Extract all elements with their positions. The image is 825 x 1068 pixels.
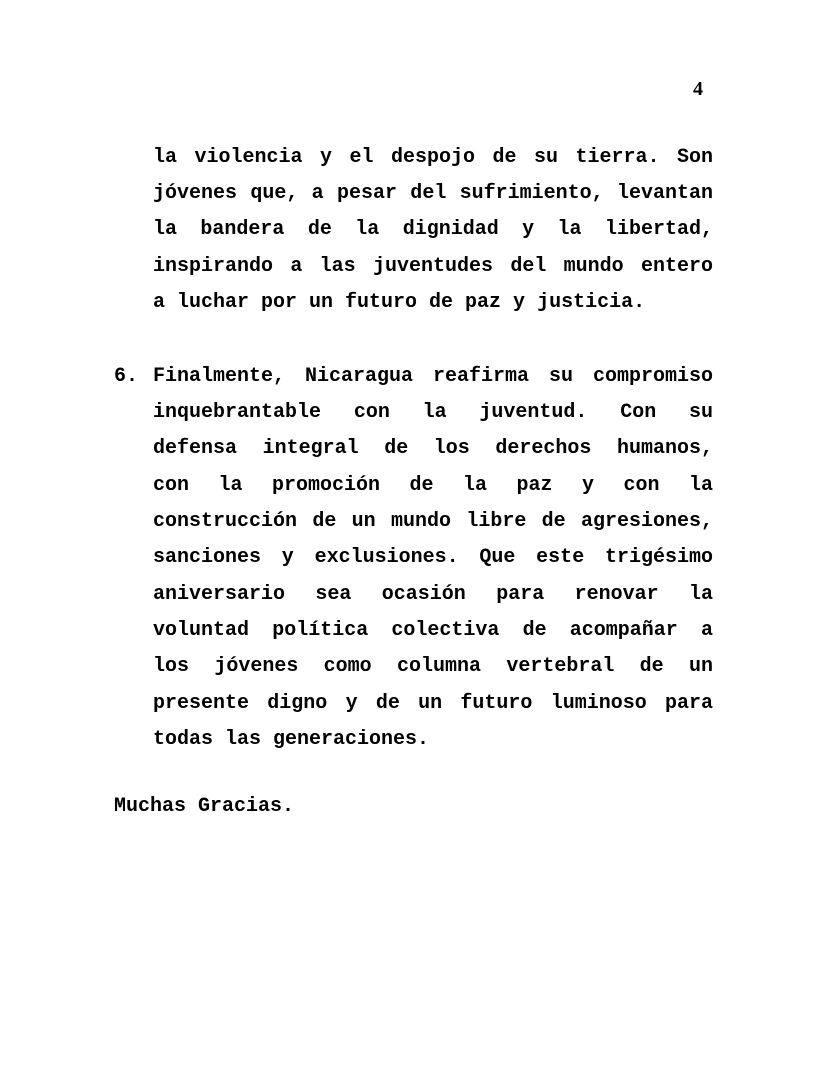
paragraph-line: inquebrantable con la juventud. Con su xyxy=(153,401,713,424)
paragraph-line: aniversario sea ocasión para renovar la xyxy=(153,583,713,606)
paragraph-line: inspirando a las juventudes del mundo entero xyxy=(153,255,713,278)
paragraph-line: los jóvenes como columna vertebral de un xyxy=(153,655,713,678)
paragraph-line: todas las generaciones. xyxy=(153,728,430,751)
paragraph-line: defensa integral de los derechos humanos, xyxy=(153,437,713,460)
paragraph-line: jóvenes que, a pesar del sufrimiento, levantan xyxy=(153,182,713,205)
paragraph-line: Finalmente, Nicaragua reafirma su compromiso xyxy=(153,365,713,388)
item-number: 6. xyxy=(114,365,139,388)
paragraph-line: construcción de un mundo libre de agresiones, xyxy=(153,510,713,533)
page-number: 4 xyxy=(693,78,703,100)
paragraph-line: con la promoción de la paz y con la xyxy=(153,474,713,497)
paragraph-line: presente digno y de un futuro luminoso para xyxy=(153,692,713,715)
paragraph-line: a luchar por un futuro de paz y justicia. xyxy=(153,291,646,314)
closing-remark: Muchas Gracias. xyxy=(114,795,295,818)
paragraph-line: sanciones y exclusiones. Que este trigésimo xyxy=(153,546,713,569)
paragraph-line: la violencia y el despojo de su tierra. Son xyxy=(153,146,713,169)
paragraph-line: la bandera de la dignidad y la libertad, xyxy=(153,218,713,241)
paragraph-line: voluntad política colectiva de acompañar a xyxy=(153,619,713,642)
